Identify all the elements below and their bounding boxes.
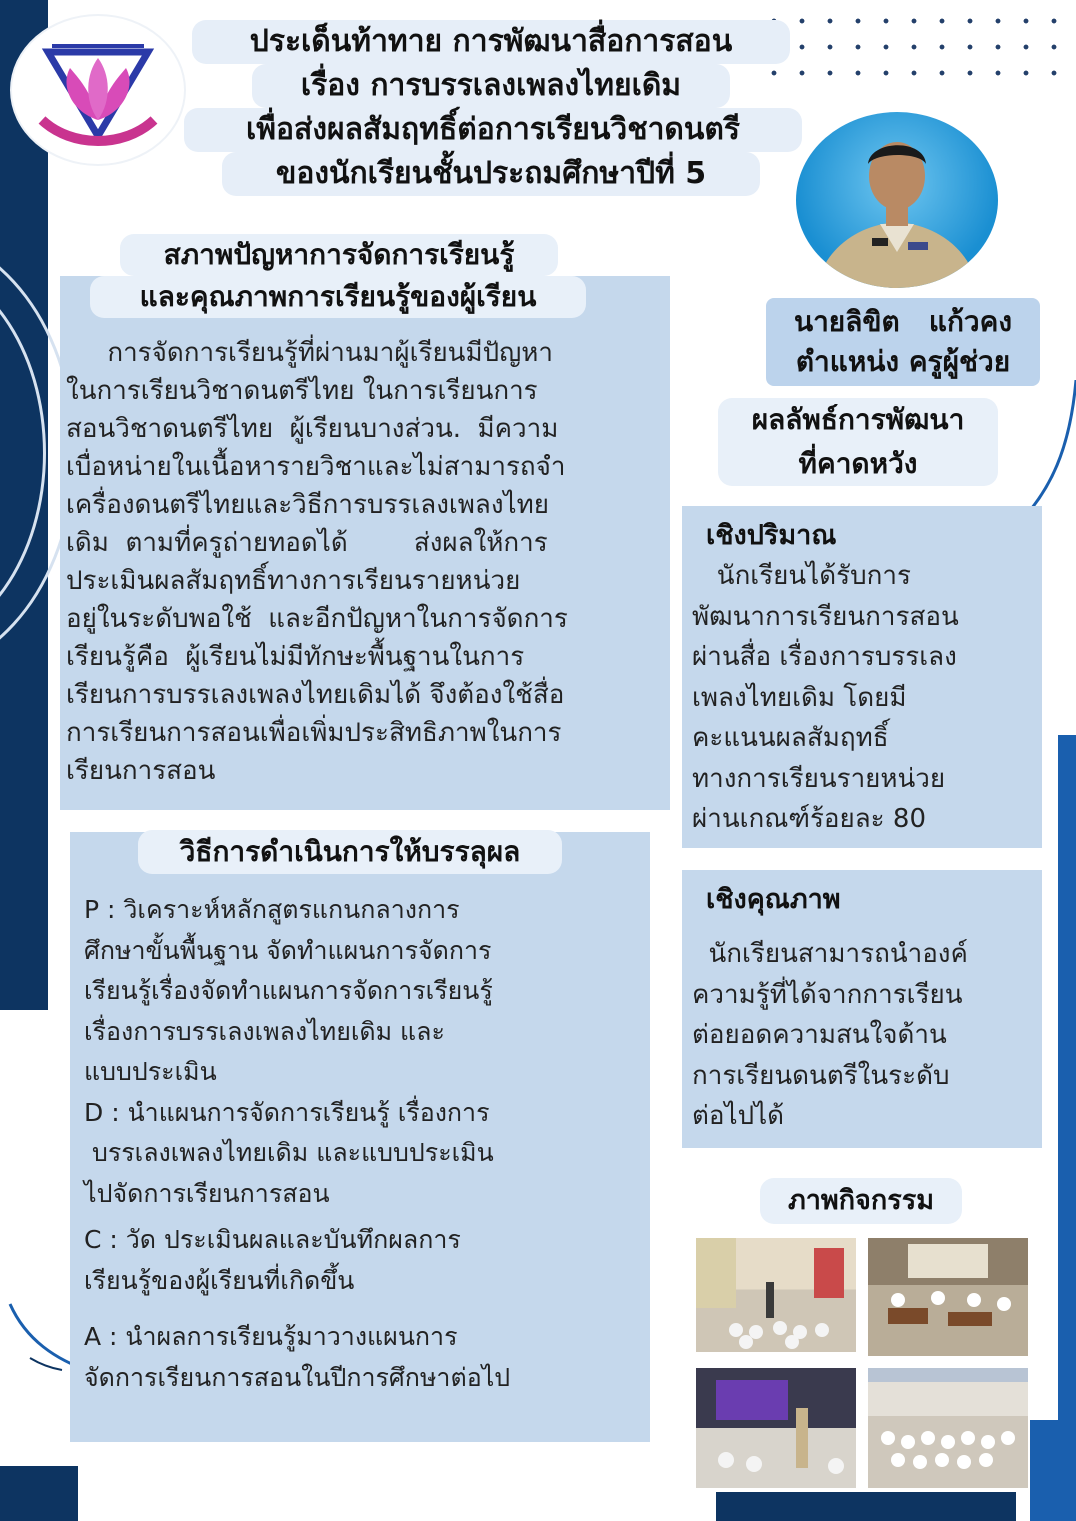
bottom-right-blue-block bbox=[1030, 1420, 1076, 1521]
quantitative-line: ทางการเรียนรายหน่วย bbox=[692, 763, 946, 794]
problem-line: อยู่ในระดับพอใช้ และอีกปัญหาในการจัดการ bbox=[66, 604, 568, 634]
qualitative-heading: เชิงคุณภาพ bbox=[706, 884, 841, 915]
problem-line: เดิม ตามที่ครูถ่ายทอดได้ ส่งผลให้การ bbox=[66, 528, 548, 558]
problem-line: ประเมินผลสัมฤทธิ์ทางการเรียนรายหน่วย bbox=[66, 566, 521, 596]
teacher-name: นายลิขิต แก้วคง bbox=[793, 305, 1013, 338]
activity-photo-2 bbox=[868, 1238, 1028, 1356]
screen-presentation-photo-icon bbox=[696, 1368, 856, 1488]
title-line-1: ประเด็นท้าทาย การพัฒนาสื่อการสอน bbox=[192, 20, 790, 64]
quantitative-line: ผ่านสื่อ เรื่องการบรรเลง bbox=[692, 642, 957, 672]
lotus-emblem-icon bbox=[12, 16, 184, 164]
problem-line: เบื่อหน่ายในเนื้อหารายวิชาและไม่สามารถจำ bbox=[66, 452, 566, 482]
quantitative-line: นักเรียนได้รับการ bbox=[692, 561, 911, 591]
method-line: เรียนรู้เรื่องจัดทำแผนการจัดการเรียนรู้ bbox=[84, 976, 493, 1005]
method-line: A : นำผลการเรียนรู้มาวางแผนการ bbox=[84, 1322, 458, 1351]
problem-line: เรียนการสอน bbox=[66, 756, 216, 786]
quantitative-line: ผ่านเกณฑ์ร้อยละ 80 bbox=[692, 804, 926, 834]
title-line-2: เรื่อง การบรรเลงเพลงไทยเดิม bbox=[252, 64, 730, 108]
quantitative-line: เพลงไทยเดิม โดยมี bbox=[692, 682, 907, 713]
qualitative-line: ต่อยอดความสนใจด้าน bbox=[692, 1020, 947, 1050]
method-heading: วิธีการดำเนินการให้บรรลุผล bbox=[138, 830, 562, 874]
problem-heading-line-2: และคุณภาพการเรียนรู้ของผู้เรียน bbox=[90, 276, 586, 318]
method-line: เรียนรู้ของผู้เรียนที่เกิดขึ้น bbox=[84, 1265, 355, 1295]
qualitative-body bbox=[692, 934, 1038, 1137]
bottom-navy-strip bbox=[716, 1492, 1016, 1521]
expected-heading bbox=[718, 398, 998, 486]
problem-heading-line-1: สภาพปัญหาการจัดการเรียนรู้ bbox=[120, 234, 558, 276]
method-line: เรื่องการบรรเลงเพลงไทยเดิม และ bbox=[84, 1016, 445, 1046]
problem-line: ในการเรียนวิชาดนตรีไทย ในการเรียนการ bbox=[66, 376, 538, 406]
teacher-portrait bbox=[796, 112, 998, 288]
qualitative-line: ความรู้ที่ได้จากการเรียน bbox=[692, 979, 963, 1010]
activity-photo-3 bbox=[696, 1368, 856, 1488]
teacher-photo-icon bbox=[796, 112, 998, 288]
activity-photo-4 bbox=[868, 1368, 1028, 1488]
expected-heading-line-2: ที่คาดหวัง bbox=[798, 447, 918, 480]
problem-line: การจัดการเรียนรู้ที่ผ่านมาผู้เรียนมีปัญหา bbox=[66, 338, 553, 368]
problem-line: เรียนการบรรเลงเพลงไทยเดิมได้ จึงต้องใช้สื่อ bbox=[66, 680, 565, 710]
bottom-left-navy-block bbox=[0, 1466, 78, 1521]
quantitative-line: พัฒนาการเรียนการสอน bbox=[692, 601, 959, 632]
quantitative-heading: เชิงปริมาณ bbox=[706, 520, 837, 551]
method-line: P : วิเคราะห์หลักสูตรแกนกลางการ bbox=[84, 895, 460, 924]
title-line-4: ของนักเรียนชั้นประถมศึกษาปีที่ 5 bbox=[222, 152, 760, 196]
activities-heading: ภาพกิจกรรม bbox=[760, 1178, 962, 1224]
method-line: ศึกษาขั้นพื้นฐาน จัดทำแผนการจัดการ bbox=[84, 935, 492, 965]
problem-line: เครื่องดนตรีไทยและวิธีการบรรเลงเพลงไทย bbox=[66, 490, 549, 520]
school-logo bbox=[12, 16, 184, 164]
problem-line: เรียนรู้คือ ผู้เรียนไม่มีทักษะพื้นฐานในการ bbox=[66, 642, 525, 672]
students-group-photo-icon bbox=[868, 1368, 1028, 1488]
expected-heading-line-1: ผลลัพธ์การพัฒนา bbox=[751, 403, 965, 436]
method-body bbox=[84, 890, 646, 1398]
dot-grid-decoration bbox=[760, 8, 1060, 78]
quantitative-line: คะแนนผลสัมฤทธิ์ bbox=[692, 723, 889, 753]
problem-body bbox=[66, 334, 666, 790]
title-line-3: เพื่อส่งผลสัมฤทธิ์ต่อการเรียนวิชาดนตรี bbox=[184, 108, 802, 152]
method-line: ไปจัดการเรียนการสอน bbox=[84, 1178, 330, 1208]
quantitative-body bbox=[692, 556, 1038, 840]
teacher-name-tag bbox=[766, 298, 1040, 386]
music-class-photo-icon bbox=[868, 1238, 1028, 1356]
method-line: D : นำแผนการจัดการเรียนรู้ เรื่องการ bbox=[84, 1097, 490, 1127]
qualitative-line: การเรียนดนตรีในระดับ bbox=[692, 1060, 950, 1091]
method-line: จัดการเรียนการสอนในปีการศึกษาต่อไป bbox=[84, 1362, 511, 1392]
problem-line: การเรียนการสอนเพื่อเพิ่มประสิทธิภาพในการ bbox=[66, 718, 562, 748]
right-blue-bar bbox=[1058, 735, 1076, 1521]
activity-photo-1 bbox=[696, 1238, 856, 1352]
teacher-position: ตำแหน่ง ครูผู้ช่วย bbox=[795, 345, 1011, 378]
method-line: C : วัด ประเมินผลและบันทึกผลการ bbox=[84, 1225, 461, 1254]
qualitative-line: นักเรียนสามารถนำองค์ bbox=[692, 939, 968, 969]
qualitative-line: ต่อไปได้ bbox=[692, 1101, 785, 1131]
method-line: บรรเลงเพลงไทยเดิม และแบบประเมิน bbox=[84, 1138, 494, 1167]
method-line: แบบประเมิน bbox=[84, 1057, 217, 1086]
classroom-photo-icon bbox=[696, 1238, 856, 1352]
problem-line: สอนวิชาดนตรีไทย ผู้เรียนบางส่วน. มีความ bbox=[66, 414, 559, 444]
